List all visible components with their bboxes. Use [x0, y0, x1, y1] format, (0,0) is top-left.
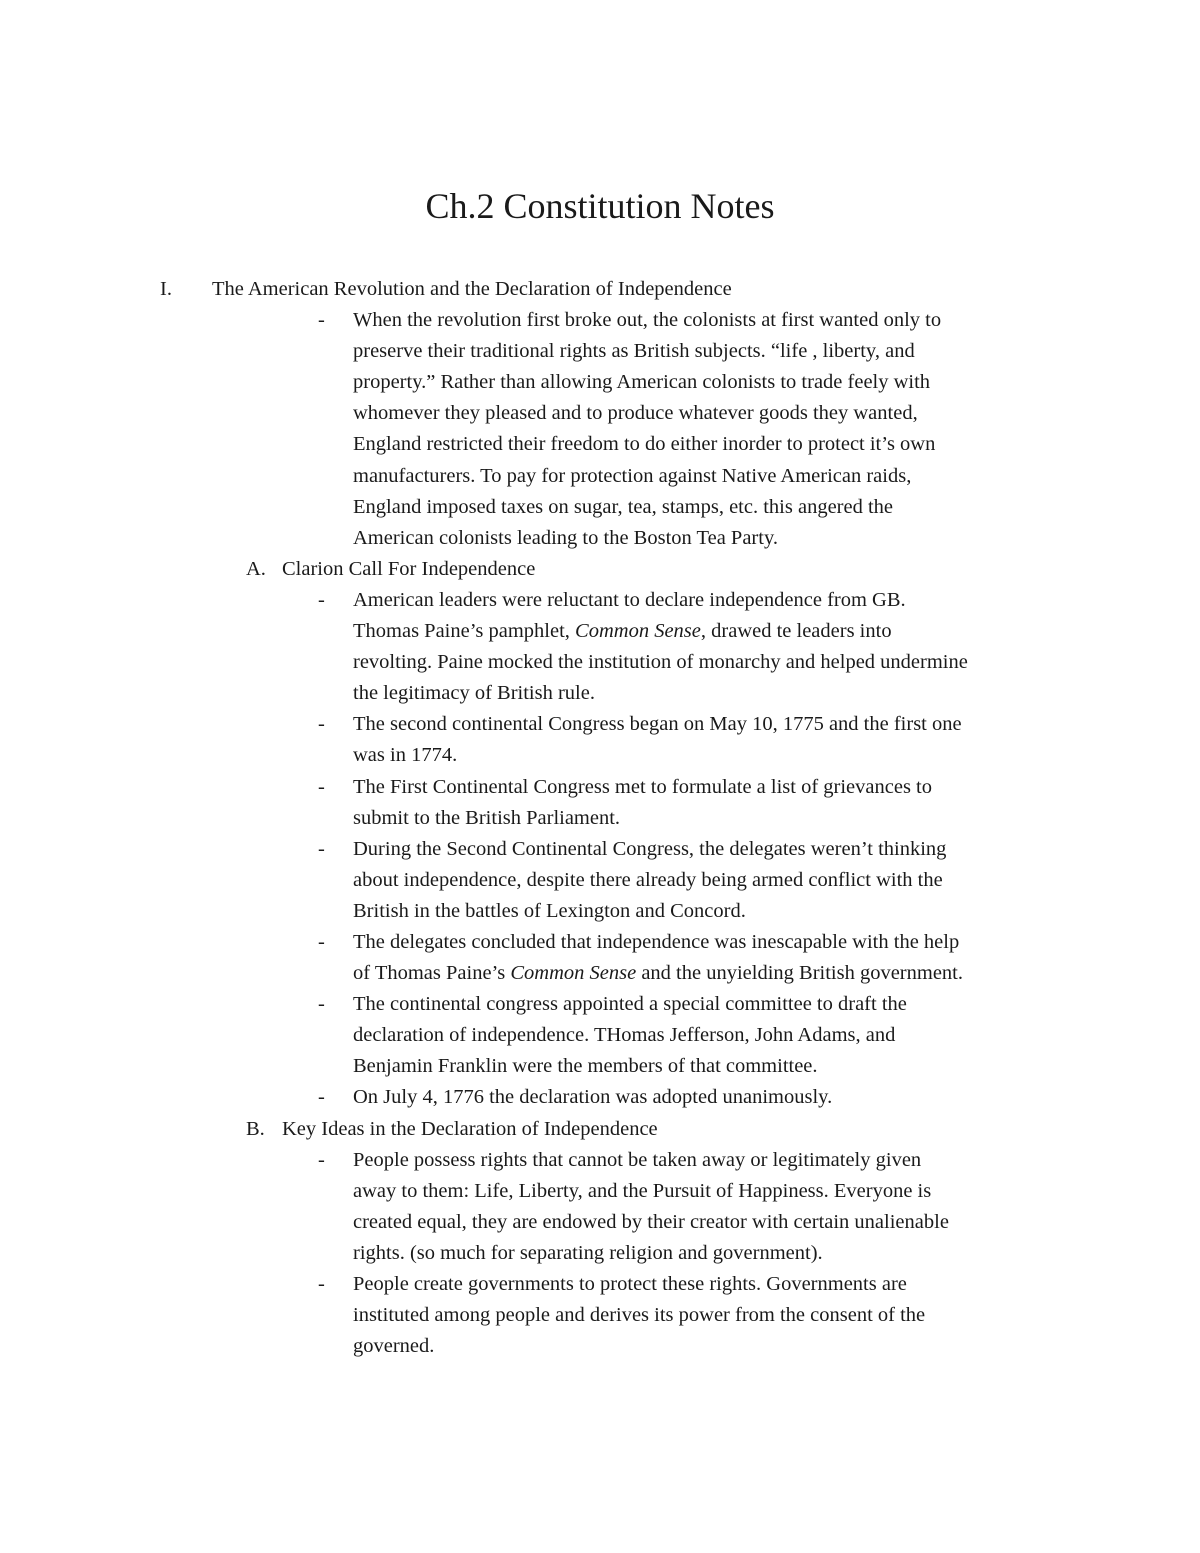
- bullet-line: preserve their traditional rights as British subjects. “life , liberty, and: [353, 340, 915, 363]
- bullet-line: was in 1774.: [353, 744, 458, 767]
- bullet-line: Benjamin Franklin were the members of that committee.: [353, 1055, 818, 1078]
- subsection-marker: A.: [246, 557, 266, 580]
- bullet-text: Thomas Paine’s pamphlet,: [353, 620, 576, 643]
- bullet-line: British in the battles of Lexington and Concord.: [353, 899, 746, 922]
- subsection-heading-text: Key Ideas in the Declaration of Independence: [282, 1117, 658, 1140]
- bullet-line: governed.: [353, 1335, 435, 1358]
- list-item: [0, 585, 1068, 709]
- bullet-line: about independence, despite there already being armed conflict with the: [353, 868, 943, 891]
- bullet-line: created equal, they are endowed by their creator with certain unalienable: [353, 1210, 949, 1233]
- list-item: [0, 772, 1068, 834]
- bullet-line: American colonists leading to the Boston Tea Party.: [353, 526, 778, 549]
- bullet-line: The second continental Congress began on May 10, 1775 and the first one: [353, 713, 962, 736]
- bullet-line: rights. (so much for separating religion and government).: [353, 1241, 823, 1264]
- bullet-line: The delegates concluded that independence was inescapable with the help: [353, 930, 960, 953]
- bullet-line: People create governments to protect these rights. Governments are: [353, 1273, 907, 1295]
- bullet-line: People possess rights that cannot be taken away or legitimately given: [353, 1148, 922, 1171]
- bullet-dash: -: [318, 1086, 325, 1109]
- bullet-line: When the revolution first broke out, the colonists at first wanted only to: [353, 309, 942, 332]
- list-item: [0, 927, 1068, 989]
- bullet-dash: -: [318, 930, 325, 953]
- bullet-line: manufacturers. To pay for protection against Native American raids,: [353, 464, 912, 487]
- section-heading-text: The American Revolution and the Declaration of Independence: [212, 278, 732, 300]
- book-title: Common Sense: [510, 962, 637, 985]
- bullet-dash: -: [318, 588, 325, 611]
- bullet-line: instituted among people and derives its power from the consent of the: [353, 1304, 926, 1327]
- bullet-dash: -: [318, 837, 325, 860]
- bullet-line: the legitimacy of British rule.: [353, 682, 595, 705]
- bullet-line: [353, 958, 1068, 989]
- bullet-dash: -: [318, 993, 325, 1016]
- bullet-line: away to them: Life, Liberty, and the Pursuit of Happiness. Everyone is: [353, 1179, 932, 1202]
- bullet-line: During the Second Continental Congress, the delegates weren’t thinking: [353, 837, 947, 860]
- bullet-line: declaration of independence. THomas Jefferson, John Adams, and: [353, 1024, 896, 1047]
- page-title: Ch.2 Constitution Notes: [425, 186, 775, 226]
- list-item: [0, 1269, 1068, 1362]
- subsection-heading-text: Clarion Call For Independence: [282, 557, 536, 580]
- section-heading: [0, 274, 1200, 305]
- bullet-line: The First Continental Congress met to formulate a list of grievances to: [353, 775, 933, 798]
- bullet-line: whomever they pleased and to produce whatever goods they wanted,: [353, 402, 918, 425]
- list-item: [0, 834, 1068, 927]
- bullet-text: and the unyielding British government.: [636, 962, 963, 985]
- bullet-line: revolting. Paine mocked the institution of monarchy and helped undermine: [353, 651, 968, 674]
- bullet-line: [353, 616, 1068, 647]
- list-item: [0, 1082, 1068, 1113]
- notes-outline: [0, 274, 1200, 1362]
- bullet-dash: -: [318, 309, 325, 332]
- list-item: [0, 989, 1068, 1082]
- bullet-line: England imposed taxes on sugar, tea, stamps, etc. this angered the: [353, 495, 894, 518]
- bullet-line: property.” Rather than allowing American colonists to trade feely with: [353, 371, 931, 394]
- bullet-line: On July 4, 1776 the declaration was adopted unanimously.: [353, 1086, 833, 1109]
- subsection-heading: [0, 554, 1200, 585]
- bullet-line: submit to the British Parliament.: [353, 806, 621, 829]
- bullet-dash: -: [318, 1148, 325, 1171]
- bullet-text: of Thomas Paine’s: [353, 962, 511, 985]
- bullet-dash: -: [318, 1273, 325, 1295]
- bullet-line: The continental congress appointed a special committee to draft the: [353, 993, 907, 1016]
- bullet-dash: -: [318, 775, 325, 798]
- section-marker: I.: [160, 278, 172, 300]
- list-item: [0, 305, 1068, 554]
- bullet-dash: -: [318, 713, 325, 736]
- list-item: [0, 1145, 1068, 1269]
- subsection-marker: B.: [246, 1117, 265, 1140]
- subsection-heading: [0, 1114, 1200, 1145]
- bullet-text: , drawed te leaders into: [700, 620, 892, 643]
- bullet-line: American leaders were reluctant to declare independence from GB.: [353, 588, 906, 611]
- list-item: [0, 709, 1068, 771]
- bullet-line: England restricted their freedom to do either inorder to protect it’s own: [353, 433, 936, 456]
- book-title: Common Sense: [575, 620, 701, 643]
